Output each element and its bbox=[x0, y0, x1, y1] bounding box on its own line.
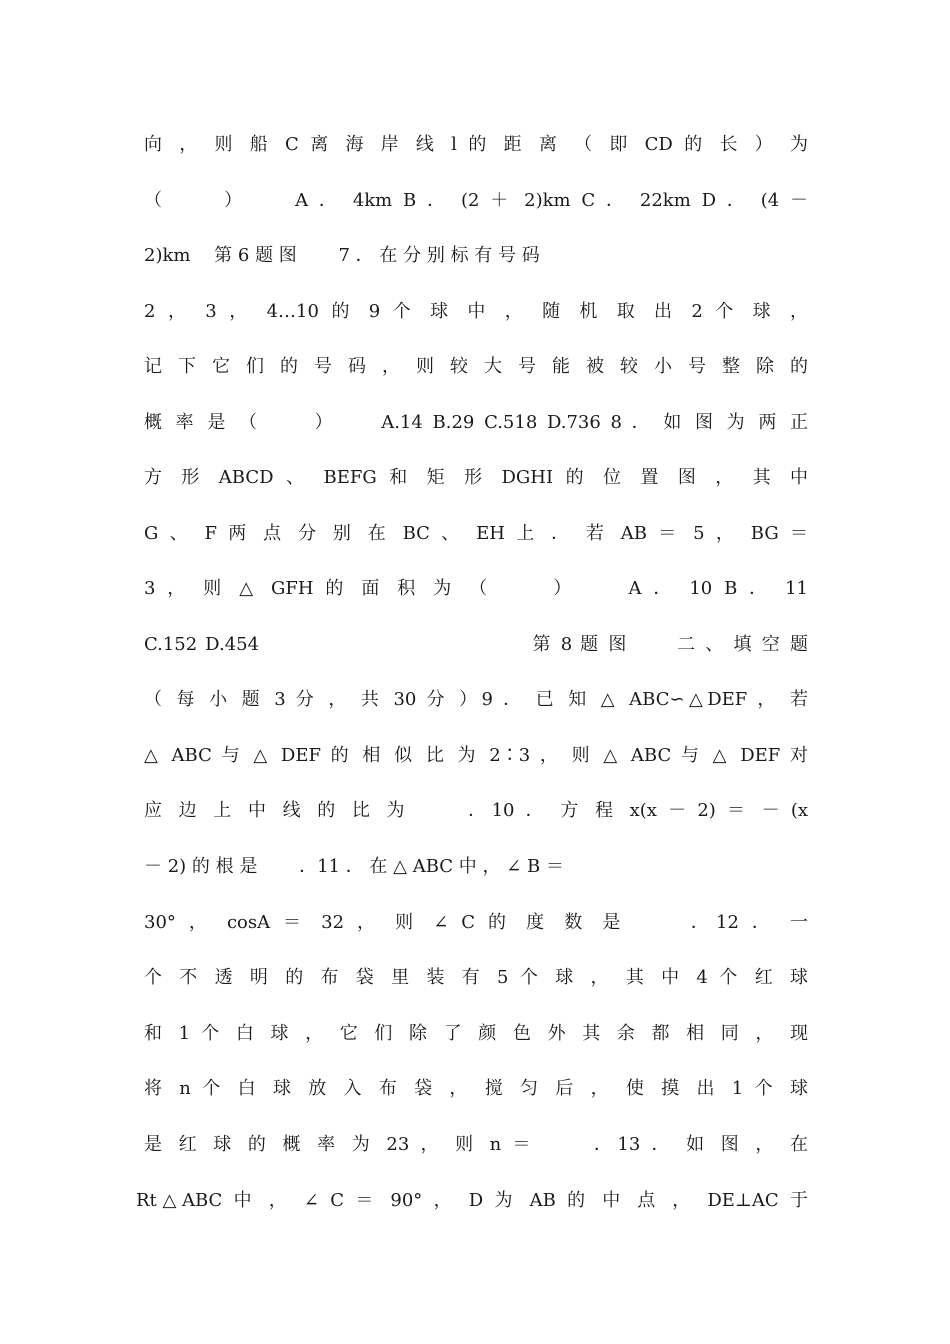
text-line-19: 是 红 球 的 概 率 为 23 ， 则 n ＝ ．13 ． 如 图 ， 在 bbox=[144, 1134, 808, 1155]
text-line-4: 2 ， 3 ， 4…10 的 9 个 球 中 ， 随 机 取 出 2 个 球 ， bbox=[144, 301, 808, 322]
text-line-1: 向 ， 则 船 C 离 海 岸 线 l 的 距 离 （ 即 CD 的 长 ） 为 bbox=[144, 134, 808, 155]
text-line-12: △ ABC 与 △ DEF 的 相 似 比 为 2∶3 ， 则 △ ABC 与 △ DEF 对 bbox=[144, 745, 808, 766]
text-line-15: 30° ， cosA ＝ 32 ， 则 ∠ C 的 度 数 是 ．12 ． 一 bbox=[144, 912, 808, 933]
text-line-18: 将 n 个 白 球 放 入 布 袋 ， 搅 匀 后 ， 使 摸 出 1 个 球 bbox=[144, 1078, 808, 1099]
text-line-11: （ 每 小 题 3 分 ， 共 30 分 ）9 ． 已 知 △ ABC∽△DEF ， 若 bbox=[144, 689, 808, 710]
text-line-7: 方 形 ABCD 、 BEFG 和 矩 形 DGHI 的 位 置 图 ， 其 中 bbox=[144, 467, 808, 488]
text-line-2: （ ） A ． 4km B ． (2 ＋ 2)km C ． 22km D ． (4 － bbox=[144, 190, 808, 211]
text-line-10: C.152 D.454 第 8 题 图 二 、 填 空 题 bbox=[144, 634, 808, 655]
text-line-3: 2)km 第 6 题 图 7 ． 在 分 别 标 有 号 码 bbox=[144, 245, 540, 266]
text-line-14: － 2) 的 根 是 ．11 ． 在 △ ABC 中 ， ∠ B ＝ bbox=[144, 856, 564, 877]
text-line-8: G 、 F 两 点 分 别 在 BC 、 EH 上 ． 若 AB ＝ 5 ， BG ＝ bbox=[144, 523, 808, 544]
text-line-5: 记 下 它 们 的 号 码 ， 则 较 大 号 能 被 较 小 号 整 除 的 bbox=[144, 356, 808, 377]
text-line-17: 和 1 个 白 球 ， 它 们 除 了 颜 色 外 其 余 都 相 同 ， 现 bbox=[144, 1023, 808, 1044]
text-line-20: Rt△ABC 中 ， ∠ C ＝ 90° ， D 为 AB 的 中 点 ， DE⊥AC 于 bbox=[136, 1190, 808, 1211]
text-line-9: 3 ， 则 △ GFH 的 面 积 为 （ ） A ． 10 B ． 11 bbox=[144, 578, 808, 599]
text-line-13: 应 边 上 中 线 的 比 为 ．10 ． 方 程 x(x － 2) ＝ － (x bbox=[144, 800, 808, 821]
text-line-6: 概 率 是 （ ） A.14 B.29 C.518 D.736 8 ． 如 图 为 两 正 bbox=[144, 412, 808, 433]
text-line-16: 个 不 透 明 的 布 袋 里 装 有 5 个 球 ， 其 中 4 个 红 球 bbox=[144, 967, 808, 988]
